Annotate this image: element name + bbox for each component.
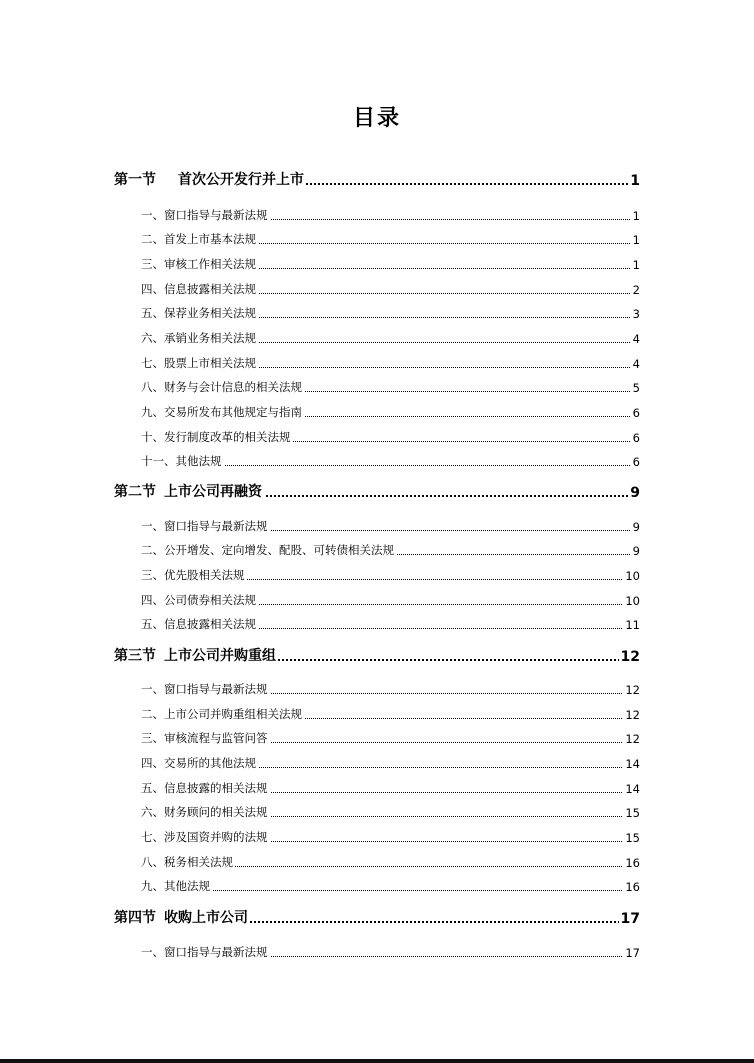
toc-item[interactable] bbox=[0, 227, 754, 247]
toc-item[interactable] bbox=[0, 301, 754, 321]
page-number: 12 bbox=[625, 732, 640, 746]
page-number: 9 bbox=[632, 520, 640, 534]
page-number: 10 bbox=[625, 569, 640, 583]
page-number: 12 bbox=[625, 683, 640, 697]
toc-item-label: 三、审核工作相关法规 bbox=[141, 257, 256, 271]
section-number: 第二节 bbox=[114, 484, 156, 500]
page-number: 15 bbox=[625, 806, 640, 820]
toc-item[interactable] bbox=[0, 850, 754, 870]
page-number: 1 bbox=[632, 258, 640, 272]
page-number: 2 bbox=[632, 283, 640, 297]
toc-item-label: 一、窗口指导与最新法规 bbox=[141, 208, 268, 222]
section-heading bbox=[114, 645, 278, 665]
toc-section-3[interactable] bbox=[0, 645, 754, 665]
toc-section-1[interactable] bbox=[0, 169, 754, 189]
toc-item[interactable] bbox=[0, 277, 754, 297]
toc-item-label: 四、公司债券相关法规 bbox=[141, 593, 256, 607]
section-title: 收购上市公司 bbox=[164, 910, 248, 926]
toc-item[interactable] bbox=[0, 351, 754, 371]
page-bottom-edge bbox=[0, 1059, 754, 1063]
toc-item-label: 八、税务相关法规 bbox=[141, 855, 233, 869]
toc-item-label: 三、优先股相关法规 bbox=[141, 568, 245, 582]
toc-item-label: 六、财务顾问的相关法规 bbox=[141, 805, 268, 819]
section-number: 第三节 bbox=[114, 648, 156, 664]
toc-item-label: 九、交易所发布其他规定与指南 bbox=[141, 405, 302, 419]
toc-item-label: 四、信息披露相关法规 bbox=[141, 282, 256, 296]
toc-item[interactable] bbox=[0, 538, 754, 558]
section-heading bbox=[114, 481, 264, 501]
page-number: 4 bbox=[632, 357, 640, 371]
page-number: 10 bbox=[625, 594, 640, 608]
toc-item-label: 三、审核流程与监管问答 bbox=[141, 731, 268, 745]
page-number: 17 bbox=[620, 911, 640, 927]
toc-item-label: 五、保荐业务相关法规 bbox=[141, 306, 256, 320]
page-number: 17 bbox=[625, 946, 640, 960]
page-number: 14 bbox=[625, 757, 640, 771]
toc-item-label: 十、发行制度改革的相关法规 bbox=[141, 430, 291, 444]
toc-item[interactable] bbox=[0, 800, 754, 820]
toc-item[interactable] bbox=[0, 874, 754, 894]
toc-item[interactable] bbox=[0, 726, 754, 746]
toc-item[interactable] bbox=[0, 203, 754, 223]
section-title: 上市公司并购重组 bbox=[164, 648, 276, 664]
toc-item-label: 一、窗口指导与最新法规 bbox=[141, 945, 268, 959]
toc-item[interactable] bbox=[0, 326, 754, 346]
toc-item-label: 四、交易所的其他法规 bbox=[141, 756, 256, 770]
toc-item-label: 七、股票上市相关法规 bbox=[141, 356, 256, 370]
toc-item[interactable] bbox=[0, 825, 754, 845]
toc-item[interactable] bbox=[0, 563, 754, 583]
page-title: 目录 bbox=[352, 106, 401, 131]
page-number: 9 bbox=[630, 485, 640, 501]
toc-section-4[interactable] bbox=[0, 907, 754, 927]
page-number: 16 bbox=[625, 880, 640, 894]
toc-item[interactable] bbox=[0, 612, 754, 632]
toc-item-label: 五、信息披露的相关法规 bbox=[141, 781, 268, 795]
page-number: 14 bbox=[625, 782, 640, 796]
section-number: 第四节 bbox=[114, 910, 156, 926]
toc-item-label: 七、涉及国资并购的法规 bbox=[141, 830, 268, 844]
page-number: 3 bbox=[632, 307, 640, 321]
page-number: 11 bbox=[625, 618, 640, 632]
toc-item-label: 二、公开增发、定向增发、配股、可转债相关法规 bbox=[141, 543, 394, 557]
toc-item-label: 一、窗口指导与最新法规 bbox=[141, 682, 268, 696]
page-number: 6 bbox=[632, 455, 640, 469]
page-number: 6 bbox=[632, 406, 640, 420]
toc-item-label: 一、窗口指导与最新法规 bbox=[141, 519, 268, 533]
page-number: 1 bbox=[632, 209, 640, 223]
page-number: 4 bbox=[632, 332, 640, 346]
toc-item-label: 二、首发上市基本法规 bbox=[141, 232, 256, 246]
toc-item[interactable] bbox=[0, 588, 754, 608]
page-number: 5 bbox=[632, 381, 640, 395]
toc-item[interactable] bbox=[0, 751, 754, 771]
toc-section-2[interactable] bbox=[0, 481, 754, 501]
toc-item[interactable] bbox=[0, 252, 754, 272]
page-number: 9 bbox=[632, 544, 640, 558]
toc-item[interactable] bbox=[0, 677, 754, 697]
page-number: 12 bbox=[620, 649, 640, 665]
toc-item-label: 六、承销业务相关法规 bbox=[141, 331, 256, 345]
toc-item[interactable] bbox=[0, 449, 754, 469]
page-number: 1 bbox=[630, 173, 640, 189]
page-number: 6 bbox=[632, 431, 640, 445]
toc-item[interactable] bbox=[0, 375, 754, 395]
page-number: 16 bbox=[625, 856, 640, 870]
toc-item-label: 九、其他法规 bbox=[141, 879, 210, 893]
toc-item[interactable] bbox=[0, 425, 754, 445]
toc-item[interactable] bbox=[0, 702, 754, 722]
toc-item-label: 五、信息披露相关法规 bbox=[141, 617, 256, 631]
toc-item-label: 十一、其他法规 bbox=[141, 454, 222, 468]
section-title: 首次公开发行并上市 bbox=[178, 172, 304, 188]
section-heading bbox=[114, 169, 306, 189]
toc-item-label: 二、上市公司并购重组相关法规 bbox=[141, 707, 302, 721]
toc-item-label: 八、财务与会计信息的相关法规 bbox=[141, 380, 302, 394]
page-number: 15 bbox=[625, 831, 640, 845]
section-number: 第一节 bbox=[114, 172, 156, 188]
toc-item[interactable] bbox=[0, 514, 754, 534]
page-number: 1 bbox=[632, 233, 640, 247]
page-number: 12 bbox=[625, 708, 640, 722]
toc-item[interactable] bbox=[0, 776, 754, 796]
section-title: 上市公司再融资 bbox=[164, 484, 262, 500]
toc-item[interactable] bbox=[0, 940, 754, 960]
toc-item[interactable] bbox=[0, 400, 754, 420]
section-heading bbox=[114, 907, 250, 927]
